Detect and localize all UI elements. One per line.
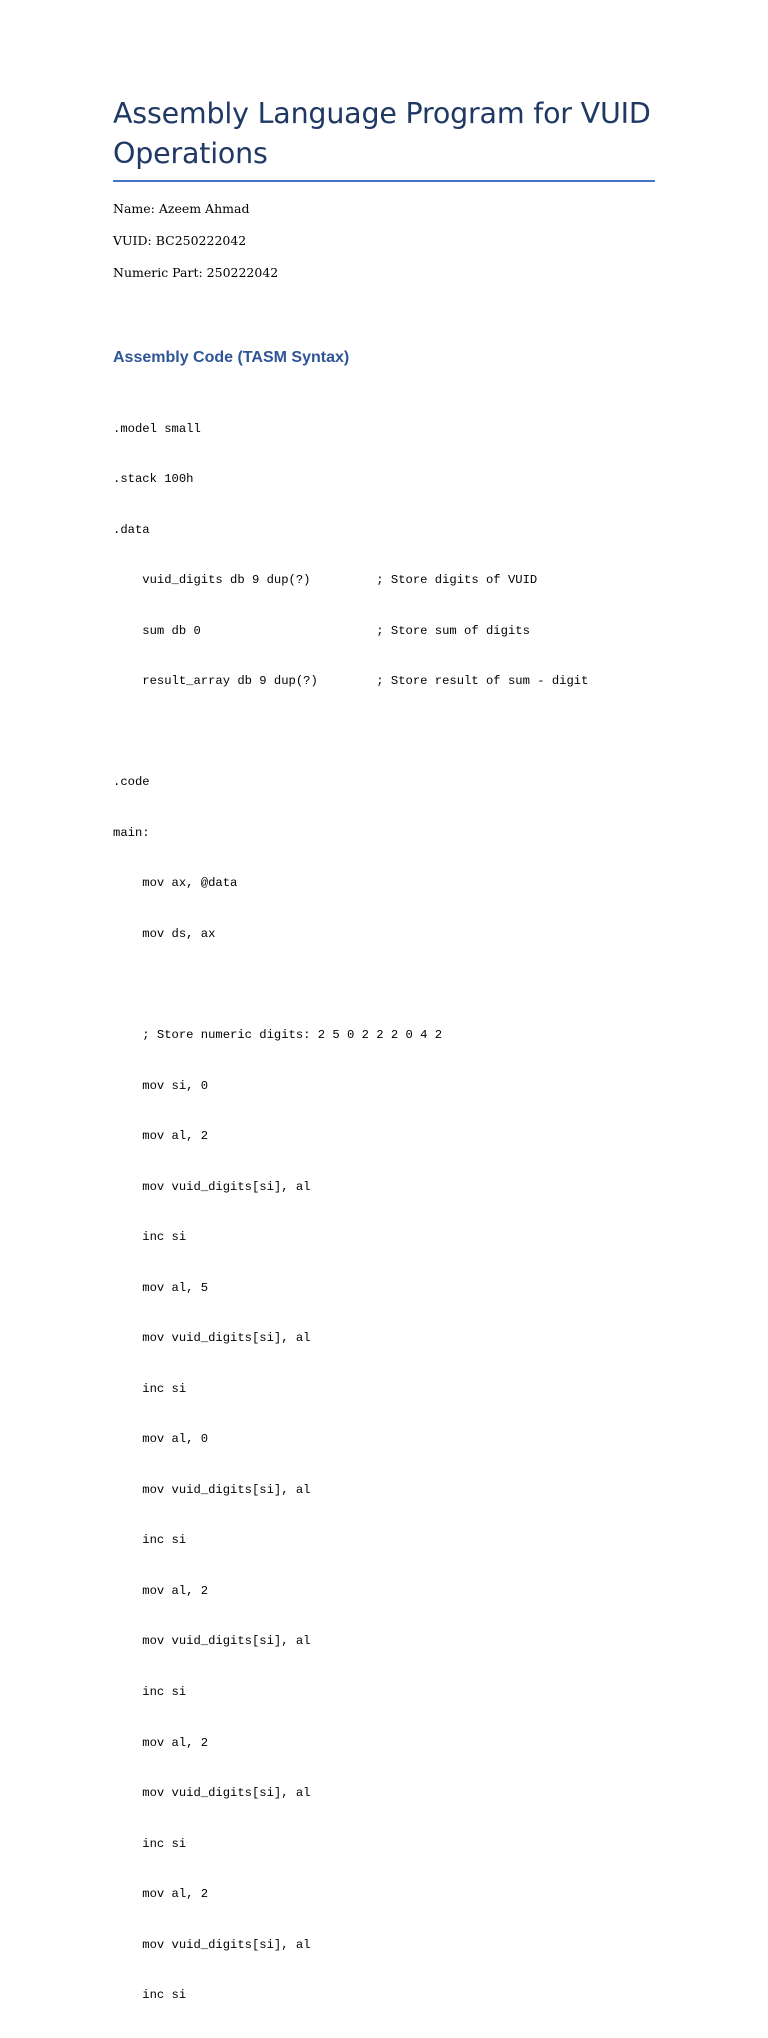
- code-line: mov al, 2: [113, 1735, 209, 1750]
- code-line: .data: [113, 522, 150, 537]
- code-line: mov vuid_digits[si], al: [113, 1179, 311, 1194]
- code-line: mov ax, @data: [113, 876, 238, 891]
- code-line: inc si: [113, 1381, 187, 1396]
- code-line: mov al, 2: [113, 1583, 209, 1598]
- code-line: mov al, 2: [113, 1887, 209, 1902]
- code-line: mov si, 0: [113, 1078, 209, 1093]
- code-line: sum db 0 ; Store sum of digits: [113, 623, 530, 638]
- code-line: inc si: [113, 1684, 187, 1699]
- code-line: inc si: [113, 1836, 187, 1851]
- code-line: mov al, 5: [113, 1280, 209, 1295]
- code-line: mov vuid_digits[si], al: [113, 1331, 311, 1346]
- code-line: vuid_digits db 9 dup(?) ; Store digits of VUID: [113, 573, 538, 588]
- student-vuid: VUID: BC250222042: [113, 233, 247, 248]
- code-line: inc si: [113, 1988, 187, 2003]
- code-line: ; Store numeric digits: 2 5 0 2 2 2 0 4 2: [113, 1028, 443, 1043]
- code-line: inc si: [113, 1533, 187, 1548]
- code-block: [113, 387, 588, 2038]
- code-line: .code: [113, 775, 150, 790]
- code-line: mov al, 0: [113, 1432, 209, 1447]
- vuid-numeric-part: Numeric Part: 250222042: [113, 265, 279, 280]
- code-line: [113, 724, 588, 741]
- section-heading-assembly-code: Assembly Code (TASM Syntax): [113, 349, 350, 366]
- code-line: mov vuid_digits[si], al: [113, 1634, 311, 1649]
- code-line: main:: [113, 825, 150, 840]
- code-line: .stack 100h: [113, 472, 194, 487]
- code-line: mov vuid_digits[si], al: [113, 1786, 311, 1801]
- code-line: mov al, 2: [113, 1129, 209, 1144]
- code-line: mov vuid_digits[si], al: [113, 1937, 311, 1952]
- code-line: .model small: [113, 421, 201, 436]
- code-line: mov ds, ax: [113, 927, 216, 941]
- code-line: mov vuid_digits[si], al: [113, 1482, 311, 1497]
- code-line: inc si: [113, 1230, 187, 1245]
- student-name: Name: Azeem Ahmad: [113, 201, 250, 216]
- code-line: result_array db 9 dup(?) ; Store result of sum - digit: [113, 674, 589, 689]
- title-divider: [113, 180, 655, 182]
- code-line: [113, 977, 588, 994]
- document-title: Assembly Language Program for VUID Operations: [113, 97, 651, 170]
